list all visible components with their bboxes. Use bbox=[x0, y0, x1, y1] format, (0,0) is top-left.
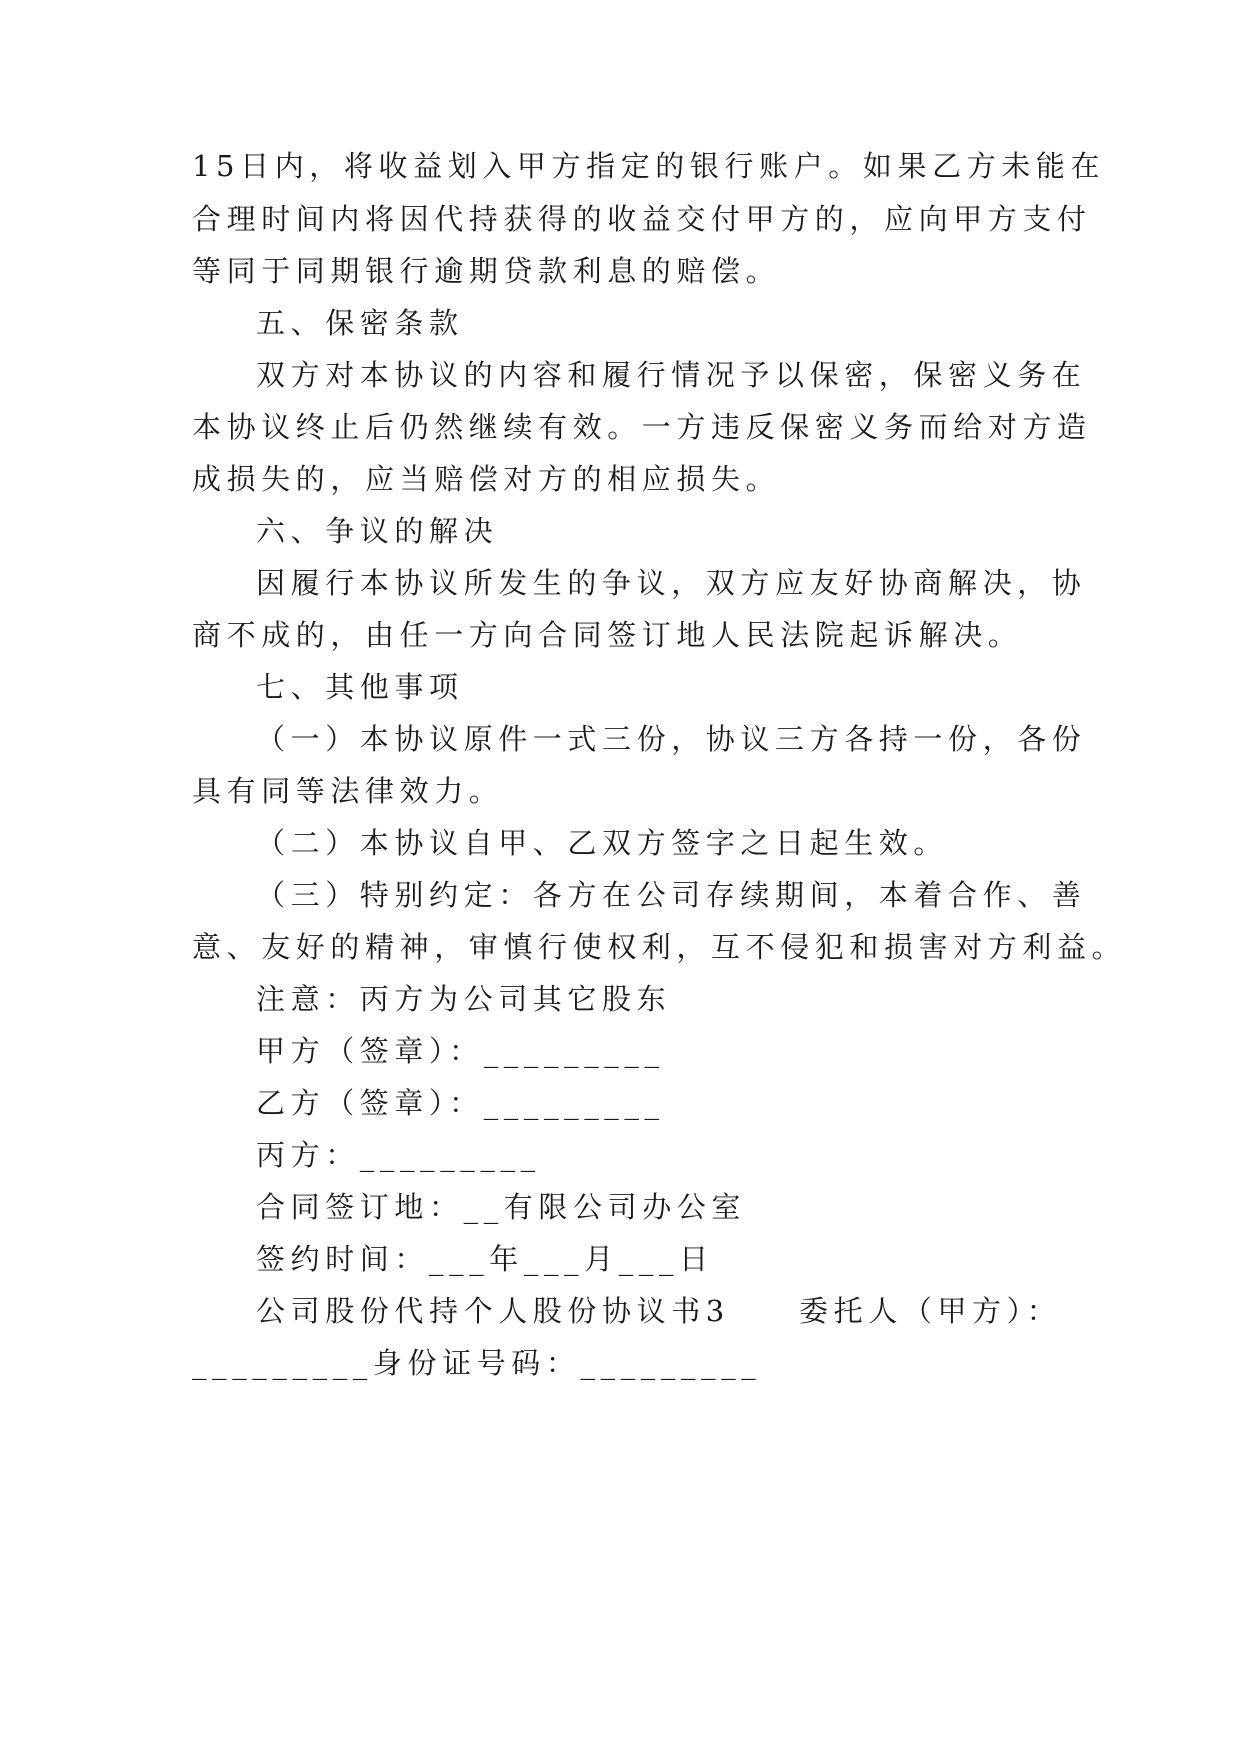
paragraph-line: （一）本协议原件一式三份，协议三方各持一份，各份 bbox=[256, 722, 1087, 756]
section-heading: 六、争议的解决 bbox=[256, 514, 499, 548]
section-heading: 七、其他事项 bbox=[256, 670, 464, 704]
paragraph-line: 商不成的，由任一方向合同签订地人民法院起诉解决。 bbox=[192, 618, 1023, 652]
paragraph-line: （二）本协议自甲、乙双方签字之日起生效。 bbox=[256, 826, 949, 860]
paragraph-line: 因履行本协议所发生的争议，双方应友好协商解决，协 bbox=[256, 566, 1087, 600]
paragraph-line: 合理时间内将因代持获得的收益交付甲方的，应向甲方支付 bbox=[192, 202, 1092, 236]
paragraph-line: 本协议终止后仍然继续有效。一方违反保密义务而给对方造 bbox=[192, 410, 1092, 444]
section-heading: 五、保密条款 bbox=[256, 306, 464, 340]
note-line: 注意：丙方为公司其它股东 bbox=[256, 982, 672, 1016]
paragraph-line: 具有同等法律效力。 bbox=[192, 774, 504, 808]
signing-place-line: 合同签订地：__有限公司办公室 bbox=[256, 1190, 747, 1224]
paragraph-line: 15日内，将收益划入甲方指定的银行账户。如果乙方未能在 bbox=[192, 149, 1106, 183]
paragraph-line: 双方对本协议的内容和履行情况予以保密，保密义务在 bbox=[256, 358, 1087, 392]
paragraph-line: （三）特别约定：各方在公司存续期间，本着合作、善 bbox=[256, 878, 1087, 912]
id-number-line: _________身份证号码：_________ bbox=[192, 1346, 762, 1380]
signature-line-party-c: 丙方：_________ bbox=[256, 1138, 541, 1172]
paragraph-line: 意、友好的精神，审慎行使权利，互不侵犯和损害对方利益。 bbox=[192, 930, 1127, 964]
signature-line-party-b: 乙方（签章）：_________ bbox=[256, 1086, 665, 1120]
next-document-title-line: 公司股份代持个人股份协议书3 委托人（甲方）： bbox=[256, 1294, 1062, 1328]
signing-date-line: 签约时间：___年___月___日 bbox=[256, 1242, 714, 1276]
signature-line-party-a: 甲方（签章）：_________ bbox=[256, 1034, 665, 1068]
paragraph-line: 成损失的，应当赔偿对方的相应损失。 bbox=[192, 462, 781, 496]
paragraph-line: 等同于同期银行逾期贷款利息的赔偿。 bbox=[192, 254, 781, 288]
